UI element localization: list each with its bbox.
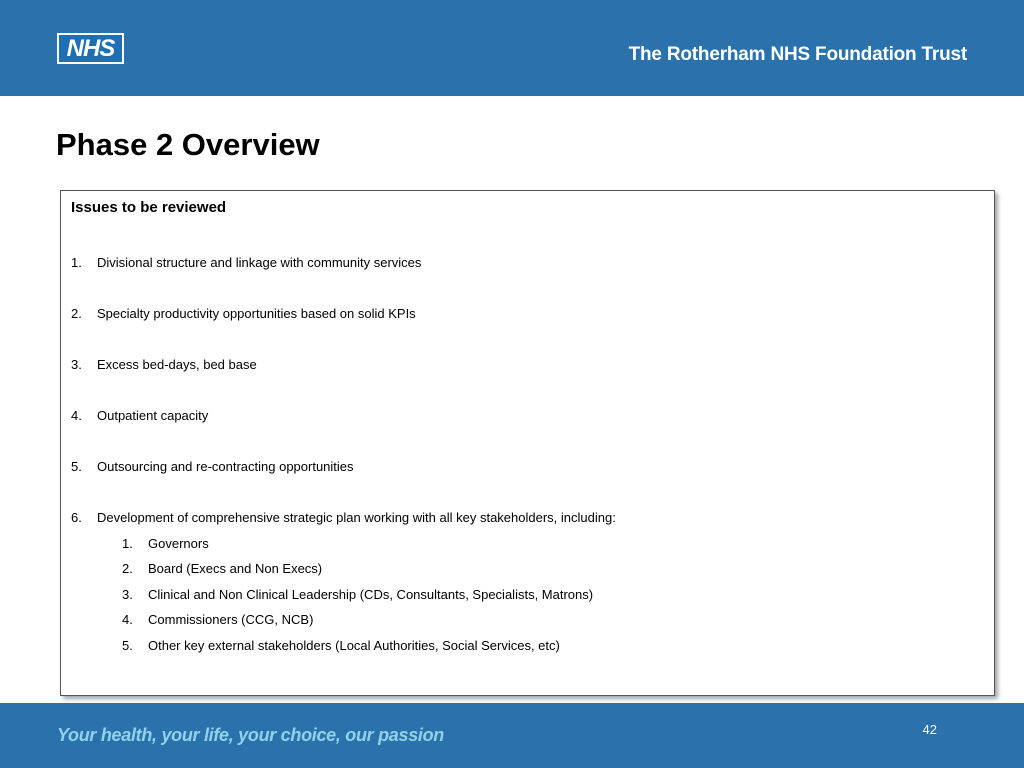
trust-name: The Rotherham NHS Foundation Trust xyxy=(628,44,967,65)
footer-bar xyxy=(0,703,1024,768)
sub-list-item-number: 2. xyxy=(122,561,133,576)
sub-list-item-text: Board (Execs and Non Execs) xyxy=(148,561,323,576)
list-item-text: Specialty productivity opportunities based on solid KPIs xyxy=(97,306,416,321)
box-heading: Issues to be reviewed xyxy=(71,199,227,216)
sub-list-item xyxy=(122,638,560,653)
list-item-text: Outsourcing and re-contracting opportunities xyxy=(97,459,354,474)
sub-list-item-number: 3. xyxy=(122,587,133,602)
list-item xyxy=(71,306,416,321)
list-item-number: 3. xyxy=(71,357,82,372)
page-title: Phase 2 Overview xyxy=(56,127,320,162)
sub-list-item-number: 1. xyxy=(122,536,133,551)
list-item-text: Excess bed-days, bed base xyxy=(97,357,257,372)
list-item xyxy=(71,255,421,270)
list-item-text: Development of comprehensive strategic plan working with all key stakeholders, including: xyxy=(97,510,616,525)
sub-list-item xyxy=(122,612,313,627)
list-item xyxy=(71,408,208,423)
nhs-logo xyxy=(57,33,124,64)
sub-list-item-text: Governors xyxy=(148,536,209,551)
page-number: 42 xyxy=(922,722,937,737)
list-item-number: 6. xyxy=(71,510,82,525)
sub-list-item-text: Commissioners (CCG, NCB) xyxy=(148,612,314,627)
header-bar xyxy=(0,0,1024,96)
sub-list-item-number: 5. xyxy=(122,638,133,653)
sub-list-item-text: Clinical and Non Clinical Leadership (CDs, Consultants, Specialists, Matrons) xyxy=(148,587,594,602)
list-item xyxy=(71,459,354,474)
list-item-text: Outpatient capacity xyxy=(97,408,209,423)
sub-list-item-text: Other key external stakeholders (Local Authorities, Social Services, etc) xyxy=(148,638,560,653)
list-item xyxy=(71,357,257,372)
nhs-logo-text: NHS xyxy=(59,35,122,62)
footer-tagline: Your health, your life, your choice, our passion xyxy=(57,725,445,745)
list-item-number: 1. xyxy=(71,255,82,270)
sub-list-item xyxy=(122,587,593,602)
list-item-number: 4. xyxy=(71,408,82,423)
content-box xyxy=(60,190,995,696)
list-item-number: 2. xyxy=(71,306,82,321)
sub-list-item-number: 4. xyxy=(122,612,133,627)
sub-list-item xyxy=(122,536,209,551)
list-item-text: Divisional structure and linkage with community services xyxy=(97,255,422,270)
sub-list-item xyxy=(122,561,322,576)
list-item-number: 5. xyxy=(71,459,82,474)
list-item xyxy=(71,510,616,525)
